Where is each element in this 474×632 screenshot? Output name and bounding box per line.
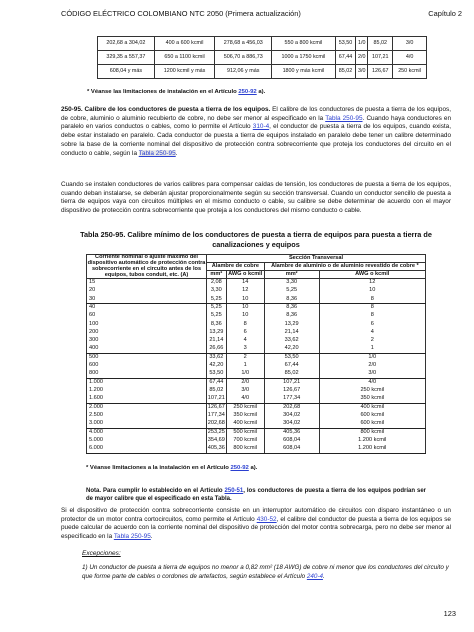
table-cell: 2/0	[319, 362, 425, 370]
table-cell: 3/0	[226, 387, 264, 395]
table-cell: 13,29	[264, 320, 319, 328]
table-row	[87, 412, 426, 420]
table-cell: 300	[87, 337, 207, 345]
table-cell: 107,21	[207, 395, 227, 403]
table-cell: 13,29	[207, 329, 227, 337]
article-link-250-51[interactable]: 250-51	[224, 488, 244, 494]
table-cell: 53,50	[207, 370, 227, 378]
table-cell: 2	[319, 337, 425, 345]
table-cell: 405,36	[264, 428, 319, 436]
table-cell: 3/0	[319, 370, 425, 378]
table-cell: 5,25	[207, 304, 227, 312]
table-cell: 4/0	[226, 395, 264, 403]
table-cell: 202,68	[264, 403, 319, 411]
table-cell: 8,36	[264, 296, 319, 304]
table-cell: 6	[319, 320, 425, 328]
table-cell: 107,21	[368, 51, 393, 65]
article-link-240-4[interactable]: 240-4	[306, 572, 323, 580]
table-cell: 400 kcmil	[226, 420, 264, 428]
table-cell: 126,67	[264, 387, 319, 395]
table-cell: 250 kcmil	[319, 387, 425, 395]
table-row	[87, 304, 426, 312]
table-row	[87, 387, 426, 395]
section-title: 250-95. Calibre de los conductores de puesta a tierra de los equipos.	[61, 106, 271, 113]
table-cell: 15	[87, 279, 207, 287]
table-link-250-95-second[interactable]: Tabla 250-95	[138, 149, 176, 157]
table-cell: 67,44	[264, 362, 319, 370]
table-cell: 3/0	[356, 65, 368, 79]
article-link-250-92[interactable]: 250-92	[238, 89, 257, 95]
paragraph-overcurrent: Si el dispositivo de protección contra sobrecorriente consiste en un interruptor automático de circuitos con disparo instantáneo o un protector de un motor contra cortocircuitos, como permite el Artículo 430-52, el calibre del conductor de puesta a tierra de los equipos se puede calcular de acuerdo con la corriente nominal del dispositivo de protección del motor contra sobrecarga, pero no debe ser menor al especificado en la Tabla 250-95.	[61, 507, 451, 541]
table-link-250-95-third[interactable]: Tabla 250-95	[113, 533, 151, 541]
table-cell: 3	[226, 345, 264, 353]
exceptions-label: Excepciones:	[82, 550, 121, 557]
table-cell: 12	[319, 279, 425, 287]
table-cell: 8	[226, 320, 264, 328]
table-row	[87, 362, 426, 370]
table-cell: 202,68 a 304,02	[98, 37, 155, 51]
table-cell: 5,25	[264, 287, 319, 295]
table-cell: 3.000	[87, 420, 207, 428]
table-row	[87, 370, 426, 378]
table-cell: 1800 y más kcmil	[272, 65, 336, 79]
table-cell: 400 kcmil	[319, 403, 425, 411]
section-250-95-paragraph-1: 250-95. Calibre de los conductores de puesta a tierra de los equipos. El calibre de los conductores de puesta a tierra de los equipos, de cobre, aluminio o aluminio recubierto de cobre, no debe ser menor al especificado en la Tabla 250-95. Cuando haya conductores en paralelo en varios conductos o cables, como lo permite el Artículo 310-4, el conductor de puesta a tierra de los equipos, cuando exista, debe estar instalado en paralelo. Cada conductor de puesta a tierra de equipos instalado en paralelo debe tener un calibre determinado sobre la base de la corriente nominal del dispositivo de protección contra sobrecorriente que proteja los conductores del circuito en el conducto o cable, según la Tabla 250-95.	[61, 106, 452, 157]
table-cell: 20	[87, 287, 207, 295]
table-cell: 42,20	[207, 362, 227, 370]
exception-1: 1) Un conductor de puesta a tierra de equipos no menor a 0,82 mm² (18 AWG) de cobre ni menor que los conductores del circuito y que forme parte de cables o cordones de artefactos, según establece el Artículo 240-4.	[82, 564, 449, 580]
article-link-310-4[interactable]: 310-4	[252, 123, 270, 131]
col-mm2: mm²	[264, 271, 319, 279]
table-cell: 107,21	[264, 379, 319, 387]
table-cell: 177,34	[207, 412, 227, 420]
table-cell: 800 kcmil	[319, 428, 425, 436]
table-cell: 608,04	[264, 437, 319, 445]
table-cell: 200	[87, 329, 207, 337]
table-row	[87, 437, 426, 445]
table-cell: 10	[226, 296, 264, 304]
table-cell: 600 kcmil	[319, 420, 425, 428]
table-cell: 4/0	[319, 379, 425, 387]
table-cell: 250 kcmil	[226, 403, 264, 411]
table-row	[87, 345, 426, 353]
table-row	[87, 312, 426, 320]
table-row	[98, 37, 427, 51]
table-cell: 2/0	[226, 379, 264, 387]
table-cell: 8,36	[207, 320, 227, 328]
table-cell: 3,30	[207, 287, 227, 295]
table-cell: 33,62	[207, 354, 227, 362]
table-cell: 8	[319, 312, 425, 320]
table-cell: 126,67	[368, 65, 393, 79]
table-cell: 30	[87, 296, 207, 304]
table-cell: 1200 kcmil y más	[154, 65, 215, 79]
table-cell: 40	[87, 304, 207, 312]
table-cell: 8,36	[264, 312, 319, 320]
table-cell: 350 kcmil	[319, 395, 425, 403]
page-number: 123	[443, 609, 456, 618]
table-cell: 2.500	[87, 412, 207, 420]
table-cell: 6	[226, 329, 264, 337]
table-cell: 14	[226, 279, 264, 287]
table-cell: 5,25	[207, 296, 227, 304]
table-cell: 8	[319, 304, 425, 312]
table-note-top: * Véanse las limitaciones de instalación en el Artículo 250-92 a).	[87, 89, 266, 95]
table-cell: 400	[87, 345, 207, 353]
table-row	[87, 420, 426, 428]
table-cell: 304,02	[264, 420, 319, 428]
table-note-bottom: * Véanse limitaciones a la instalación en el Artículo 250-92 a).	[86, 465, 258, 471]
table-cell: 4.000	[87, 428, 207, 436]
table-cell: 21,14	[207, 337, 227, 345]
table-cell: 67,44	[207, 379, 227, 387]
table-cell: 12	[226, 287, 264, 295]
article-link-250-92-bottom[interactable]: 250-92	[230, 465, 249, 471]
table-cell: 278,68 a 456,03	[215, 37, 272, 51]
table-cell: 3/0	[393, 37, 427, 51]
col-awg: AWG o kcmil	[226, 271, 264, 279]
col-copper-wire: Alambre de cobre	[207, 263, 265, 271]
table-cell: 202,68	[207, 420, 227, 428]
article-link-430-52[interactable]: 430-52	[256, 515, 277, 523]
table-cell: 354,69	[207, 437, 227, 445]
table-cell: 500	[87, 354, 207, 362]
table-cell: 1.200	[87, 387, 207, 395]
table-cell: 4	[319, 329, 425, 337]
grounding-conductor-table	[86, 254, 426, 454]
table-cell: 8	[319, 296, 425, 304]
table-cell: 600	[87, 362, 207, 370]
page-header	[61, 9, 462, 18]
table-cell: 33,62	[264, 337, 319, 345]
header-chapter: Capítulo 2	[428, 9, 462, 18]
col-cross-section: Sección Transversal	[207, 255, 426, 263]
col-mm2: mm²	[207, 271, 227, 279]
table-cell: 1/0	[319, 354, 425, 362]
table-cell: 800 kcmil	[226, 445, 264, 453]
table-link-250-95[interactable]: Tabla 250-95	[325, 114, 363, 122]
table-cell: 85,02	[207, 387, 227, 395]
table-row	[87, 287, 426, 295]
table-cell: 3,30	[264, 279, 319, 287]
table-cell: 4	[226, 337, 264, 345]
table-cell: 5,25	[207, 312, 227, 320]
table-cell: 800	[87, 370, 207, 378]
table-cell: 405,36	[207, 445, 227, 453]
table-cell: 26,66	[207, 345, 227, 353]
table-cell: 650 a 1100 kcmil	[154, 51, 215, 65]
table-cell: 1/0	[356, 37, 368, 51]
table-cell: 253,25	[207, 428, 225, 435]
table-cell: 10	[226, 312, 264, 320]
table-cell: 506,70 a 886,73	[215, 51, 272, 65]
section-250-95-paragraph-2: Cuando se instalen conductores de varios calibres para compensar caídas de tensión, los conductores de puesta a tierra de los equipos, cuando deban instalarse, se deberán ajustar proporcionalmente según su sección transversal. Cuando un conductor sencillo de puesta a tierra de equipos vaya con circuitos múltiples en el mismo conducto o cable, su calibre se debe determinar de acuerdo con el mayor dispositivo de protección contra sobrecorriente que proteja a los conductores del mismo conducto o cable.	[61, 181, 451, 215]
table-row	[87, 395, 426, 403]
table-cell: 350 kcmil	[226, 412, 264, 420]
table-row	[98, 51, 427, 65]
table-cell: 6.000	[87, 445, 207, 453]
table-cell: 500 kcmil	[226, 428, 264, 436]
table-cell: 100	[87, 320, 207, 328]
table-cell: 60	[87, 312, 207, 320]
table-cell: 67,44	[335, 51, 356, 65]
table-row	[87, 445, 426, 453]
table-cell: 85,02	[368, 37, 393, 51]
table-cell: 8,36	[264, 304, 319, 312]
table-cell: 10	[226, 304, 264, 312]
table-cell: 1	[319, 345, 425, 353]
table-cell: 42,20	[264, 345, 319, 353]
table-cell: 2,08	[207, 279, 227, 287]
table-cell: 126,67	[207, 403, 225, 410]
table-cell: 85,02	[335, 65, 356, 79]
table-cell: 1	[226, 362, 264, 370]
table-cell: 550 a 800 kcmil	[272, 37, 336, 51]
table-cell: 400 a 600 kcmil	[154, 37, 215, 51]
table-cell: 2/0	[356, 51, 368, 65]
table-row	[87, 428, 426, 436]
table-cell: 600 kcmil	[319, 412, 425, 420]
table-row	[87, 379, 426, 387]
table-cell: 53,50	[335, 37, 356, 51]
table-cell: 177,34	[264, 395, 319, 403]
table-cell: 1.600	[87, 395, 207, 403]
table-cell: 2	[226, 354, 264, 362]
table-cell: 4/0	[393, 51, 427, 65]
col-awg: AWG o kcmil	[319, 271, 425, 279]
table-cell: 10	[319, 287, 425, 295]
table-row	[87, 329, 426, 337]
col-current-rating: Corriente nominal o ajuste máximo del dispositivo automático de protección contra sobrecorriente en el circuito antes de los equipos, tubos conduit, etc. (A)	[87, 254, 206, 278]
table-cell: 304,02	[264, 412, 319, 420]
table-cell: 608,04	[264, 445, 319, 453]
continued-table	[97, 36, 427, 79]
table-cell: 608,04 y más	[98, 65, 155, 79]
table-cell: 2.000	[87, 403, 207, 411]
table-cell: 1.200 kcmil	[319, 445, 425, 453]
table-row	[87, 279, 426, 287]
table-row	[87, 296, 426, 304]
table-cell: 53,50	[264, 354, 319, 362]
col-aluminum-wire: Alambre de aluminio o de aluminio revestido de cobre *	[264, 263, 425, 271]
table-cell: 912,06 y más	[215, 65, 272, 79]
table-cell: 329,35 a 557,37	[98, 51, 155, 65]
table-cell: 1.000	[87, 379, 207, 387]
header-title: CÓDIGO ELÉCTRICO COLOMBIANO NTC 2050 (Primera actualización)	[61, 9, 301, 18]
table-title: Tabla 250-95. Calibre mínimo de los conductores de puesta a tierra de equipos para puesta a tierra de canalizaciones y equipos	[80, 230, 432, 249]
table-cell: 1/0	[226, 370, 264, 378]
table-row	[98, 65, 427, 79]
table-cell: 5.000	[87, 437, 207, 445]
table-cell: 250 kcmil	[393, 65, 427, 79]
table-row	[87, 403, 426, 411]
table-footnote: Nota. Para cumplir lo establecido en el Artículo 250-51, los conductores de puesta a tierra de los equipos podrían ser de mayor calibre que el especificado en esta Tabla.	[86, 488, 426, 503]
table-cell: 700 kcmil	[226, 437, 264, 445]
table-cell: 1000 a 1750 kcmil	[272, 51, 336, 65]
table-row	[87, 320, 426, 328]
table-row	[87, 354, 426, 362]
table-cell: 21,14	[264, 329, 319, 337]
table-cell: 1.200 kcmil	[319, 437, 425, 445]
table-cell: 85,02	[264, 370, 319, 378]
table-row	[87, 337, 426, 345]
